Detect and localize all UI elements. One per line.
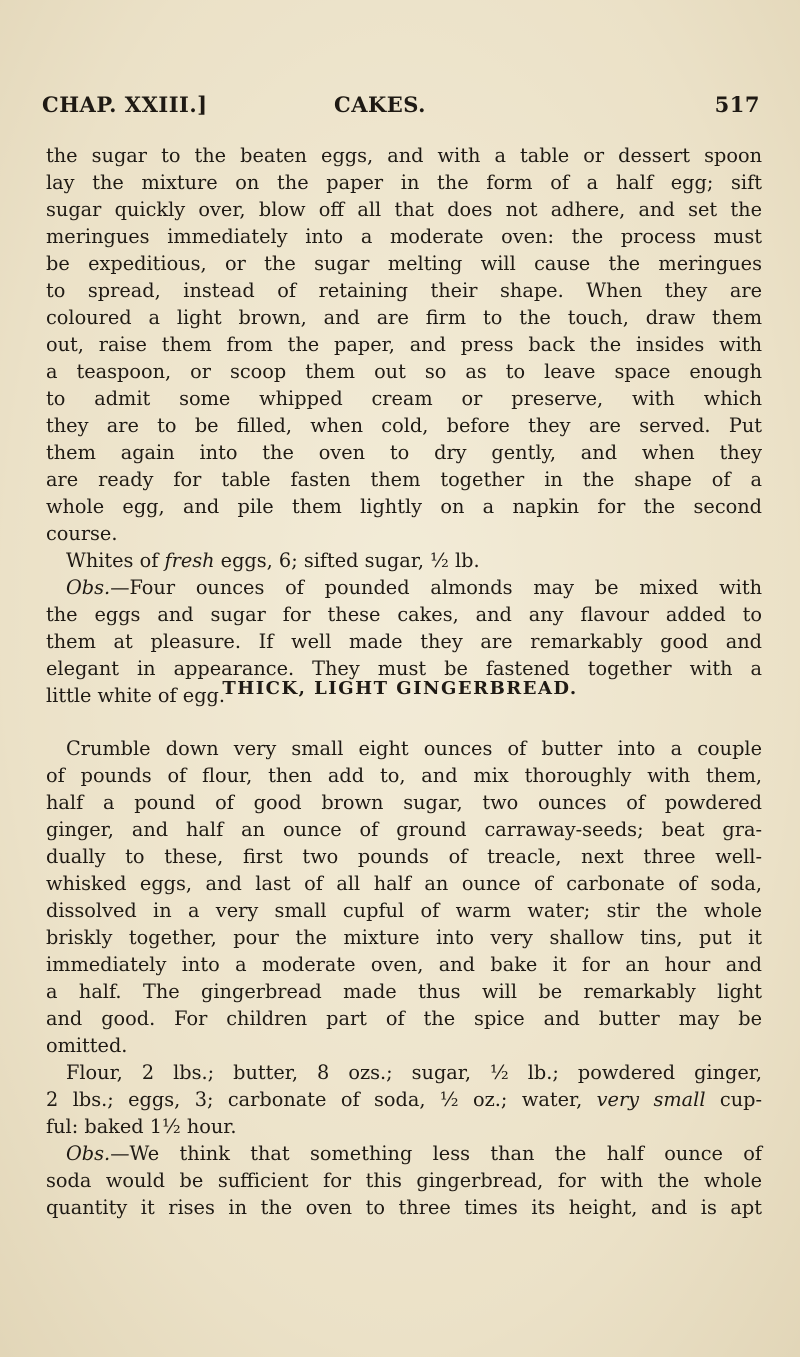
text-line: omitted. [46, 1034, 128, 1057]
text-line: meringues immediately into a moderate oven: the process must [46, 225, 762, 248]
text-line: they are to be filled, when cold, before they are served. Put [46, 414, 762, 437]
ingredients-emphasis: fresh [164, 549, 215, 572]
text-line: elegant in appearance. They must be fastened together with a [46, 657, 762, 680]
obs-label: Obs. [66, 1142, 111, 1165]
gingerbread-text-block [46, 735, 762, 1221]
obs-line [46, 1140, 762, 1167]
text-line: coloured a light brown, and are firm to the touch, draw them [46, 306, 762, 329]
obs-label: Obs. [66, 576, 111, 599]
text-line: and good. For children part of the spice and butter may be [46, 1007, 762, 1030]
ingredients-text: Whites of [66, 549, 165, 572]
text-line: out, raise them from the paper, and press back the insides with [46, 333, 762, 356]
section-heading: THICK, LIGHT GINGERBREAD. [222, 678, 578, 699]
ingredients-line: ful: baked 1½ hour. [46, 1115, 237, 1138]
text-line: immediately into a moderate oven, and bake it for an hour and [46, 953, 762, 976]
ingredients-text: 2 lbs.; eggs, 3; carbonate of soda, ½ oz.; water, [46, 1088, 597, 1111]
text-line: be expeditious, or the sugar melting will cause the meringues [46, 252, 762, 275]
text-line: soda would be sufficient for this gingerbread, for with the whole [46, 1169, 762, 1192]
ingredients-emphasis: very small [596, 1088, 706, 1111]
text-line: a half. The gingerbread made thus will be remarkably light [46, 980, 762, 1003]
text-line: course. [46, 522, 118, 545]
text-line: a teaspoon, or scoop them out so as to leave space enough [46, 360, 762, 383]
text-line: them again into the oven to dry gently, and when they [46, 441, 762, 464]
obs-text: —We think that something less than the half ounce of [110, 1142, 762, 1165]
text-line: Crumble down very small eight ounces of butter into a couple [66, 737, 762, 760]
text-line: dually to these, first two pounds of treacle, next three well- [46, 845, 762, 868]
text-line: are ready for table fasten them together in the shape of a [46, 468, 762, 491]
running-header [42, 92, 760, 126]
meringue-text-block [46, 142, 762, 709]
text-line: briskly together, pour the mixture into very shallow tins, put it [46, 926, 762, 949]
text-line: little white of egg. [46, 684, 226, 707]
obs-text: —Four ounces of pounded almonds may be mixed with [110, 576, 762, 599]
ingredients-line [46, 547, 762, 574]
text-line: them at pleasure. If well made they are remarkably good and [46, 630, 762, 653]
text-line: ginger, and half an ounce of ground carraway-seeds; beat gra- [46, 818, 762, 841]
ingredients-line [46, 1086, 762, 1113]
text-line: dissolved in a very small cupful of warm water; stir the whole [46, 899, 762, 922]
obs-line [46, 574, 762, 601]
text-line: half a pound of good brown sugar, two ounces of powdered [46, 791, 762, 814]
text-line: the sugar to the beaten eggs, and with a table or dessert spoon [46, 144, 762, 167]
text-line: whole egg, and pile them lightly on a napkin for the second [46, 495, 762, 518]
page-number: 517 [714, 92, 760, 117]
text-line: whisked eggs, and last of all half an ounce of carbonate of soda, [46, 872, 762, 895]
text-line: to admit some whipped cream or preserve, with which [46, 387, 762, 410]
running-title: CAKES. [334, 92, 426, 117]
text-line: to spread, instead of retaining their shape. When they are [46, 279, 762, 302]
ingredients-text: cup- [705, 1088, 762, 1111]
text-line: of pounds of flour, then add to, and mix thoroughly with them, [46, 764, 762, 787]
chapter-label: CHAP. XXIII.] [42, 92, 208, 117]
ingredients-text: eggs, 6; sifted sugar, ½ lb. [214, 549, 480, 572]
text-line: lay the mixture on the paper in the form of a half egg; sift [46, 171, 762, 194]
text-line: quantity it rises in the oven to three times its height, and is apt [46, 1196, 762, 1219]
text-line: the eggs and sugar for these cakes, and any flavour added to [46, 603, 762, 626]
text-line: sugar quickly over, blow off all that does not adhere, and set the [46, 198, 762, 221]
ingredients-line: Flour, 2 lbs.; butter, 8 ozs.; sugar, ½ lb.; powdered ginger, [66, 1061, 762, 1084]
